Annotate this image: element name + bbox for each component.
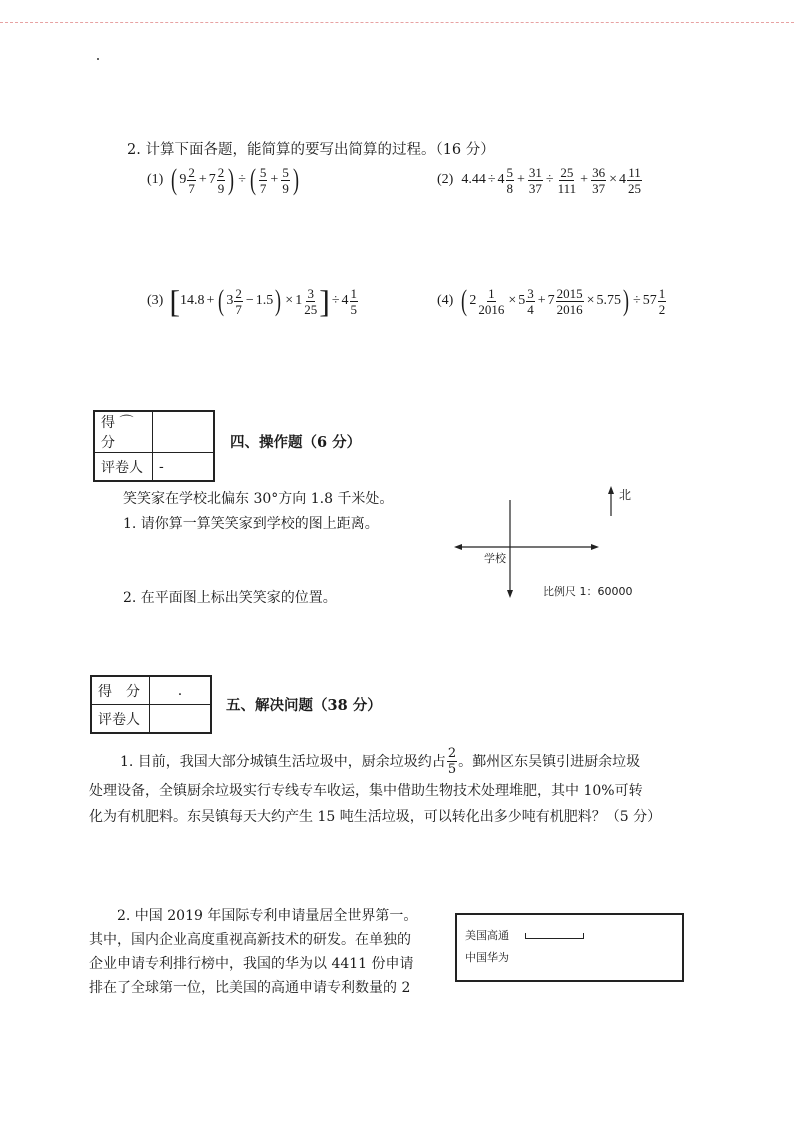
op-plus: + bbox=[198, 172, 207, 187]
section4-title: 四、操作题（6 分） bbox=[230, 434, 362, 451]
p3-frac-b: $\frac{2}{7}$ bbox=[235, 285, 242, 317]
p2-frac-f: $\frac{11}{25}$ bbox=[627, 164, 641, 196]
p3-whole-b: 3 bbox=[226, 293, 234, 308]
p3-a: 14.8 bbox=[179, 293, 205, 308]
scale-label: 比例尺 1：60000 bbox=[543, 585, 633, 598]
problem-1-label: (1) bbox=[147, 172, 164, 187]
score-box-section5 bbox=[90, 675, 212, 734]
p1-frac-a: $\frac{2}{7}$ bbox=[188, 164, 195, 196]
south-arrowhead bbox=[507, 590, 513, 598]
op-plus: + bbox=[537, 293, 546, 308]
problem-3-label: (3) bbox=[147, 293, 164, 308]
stray-mark bbox=[97, 58, 99, 60]
p2-frac-e: $\frac{36}{37}$ bbox=[592, 164, 606, 196]
op-plus: + bbox=[580, 172, 589, 187]
p2-whole-b: 4 bbox=[497, 172, 505, 187]
p3-frac-d: $\frac{3}{25}$ bbox=[304, 285, 318, 317]
section5-q2-line4: 排在了全球第一位，比美国的高通申请专利数量的 2 bbox=[89, 980, 411, 996]
score-value-field[interactable] bbox=[153, 411, 215, 453]
p4-whole-c: 7 bbox=[547, 293, 555, 308]
north-label: 北 bbox=[619, 488, 632, 502]
op-div: ÷ bbox=[545, 172, 554, 187]
p2-frac-d: $\frac{25}{111}$ bbox=[557, 164, 577, 196]
p1-frac-c: $\frac{5}{7}$ bbox=[259, 164, 267, 196]
grader-value-field[interactable] bbox=[150, 705, 212, 734]
bar-row-2-label: 中国华为 bbox=[465, 951, 509, 964]
grader-label: 评卷人 bbox=[94, 453, 153, 482]
p4-whole-b: 5 bbox=[518, 293, 526, 308]
patent-bar-box[interactable] bbox=[455, 913, 684, 982]
op-div: ÷ bbox=[487, 172, 496, 187]
p4-d: 5.75 bbox=[596, 293, 622, 308]
section5-q2-line3: 企业申请专利排行榜中，我国的华为以 4411 份申请 bbox=[89, 956, 414, 972]
section5-q2-line2: 其中，国内企业高度重视高新技术的研发。在单独的 bbox=[89, 932, 411, 948]
p1-frac-b: $\frac{2}{9}$ bbox=[217, 164, 225, 196]
problem-3: (3) [ 14.8 + ( 3 $\frac{2}{7}$ − 1.5 ) × 1 $\frac{3}{25}$ ] ÷ 4 $\frac{1}{5}$ bbox=[147, 283, 358, 319]
north-arrowhead bbox=[608, 486, 614, 494]
p2-a: 4.44 bbox=[461, 172, 486, 187]
p1-whole-b: 7 bbox=[208, 172, 216, 187]
bar-row-1-label: 美国高通 bbox=[465, 929, 509, 942]
problem-4: (4) ( 2 $\frac{1}{2016}$ × 5 $\frac{3}{4}$ + 7 $\frac{2015}{2016}$ × 5.75 ) ÷ 57 $\frac{1}{2}$ bbox=[437, 284, 666, 317]
section5-q1-line3: 化为有机肥料。东吴镇每天大约产生 15 吨生活垃圾，可以转化出多少吨有机肥料？（5 分） bbox=[89, 809, 662, 825]
p2-frac-b: $\frac{5}{8}$ bbox=[506, 164, 514, 196]
section5-q1-line2: 处理设备，全镇厨余垃圾实行专线专车收运，集中借助生物技术处理堆肥，其中 10%可转 bbox=[89, 783, 643, 799]
qualcomm-bar bbox=[525, 933, 584, 939]
problem-1: (1) ( 9 $\frac{2}{7}$ + 7 $\frac{2}{9}$ ) ÷ ( $\frac{5}{7}$ + $\frac{5}{9}$ ) bbox=[147, 163, 299, 196]
p3-frac-e: $\frac{1}{5}$ bbox=[350, 285, 358, 317]
p4-frac-a: $\frac{1}{2016}$ bbox=[478, 285, 505, 317]
p1-whole-a: 9 bbox=[179, 172, 187, 187]
score-label: 得 分 bbox=[91, 676, 150, 705]
op-div: ÷ bbox=[238, 172, 246, 187]
q1-fraction: $\frac{2}{5}$ bbox=[447, 745, 457, 777]
section4-intro: 笑笑家在学校北偏东 30°方向 1.8 千米处。 bbox=[123, 491, 394, 507]
section4-question-1: 1. 请你算一算笑笑家到学校的图上距离。 bbox=[123, 516, 379, 532]
op-plus: + bbox=[270, 172, 279, 187]
op-times: × bbox=[609, 172, 617, 187]
p4-frac-b: $\frac{3}{4}$ bbox=[527, 285, 534, 317]
p4-whole-a: 2 bbox=[469, 293, 477, 308]
p3-whole-d: 1 bbox=[295, 293, 303, 308]
p1-frac-d: $\frac{5}{9}$ bbox=[282, 164, 289, 196]
section5-q2-line1: 2. 中国 2019 年国际专利申请量居全世界第一。 bbox=[117, 908, 418, 924]
problem-2 bbox=[437, 160, 643, 200]
west-arrowhead bbox=[454, 544, 462, 550]
p4-frac-c: $\frac{2015}{2016}$ bbox=[556, 285, 583, 317]
p4-whole-e: 57 bbox=[642, 293, 657, 308]
east-arrowhead bbox=[591, 544, 599, 550]
p4-frac-e: $\frac{1}{2}$ bbox=[658, 285, 666, 317]
op-times: × bbox=[285, 293, 294, 308]
problem-4-label: (4) bbox=[437, 293, 454, 308]
op-minus: − bbox=[245, 293, 254, 308]
op-times: × bbox=[508, 293, 517, 308]
grader-value-field[interactable]: - bbox=[153, 453, 215, 482]
op-div: ÷ bbox=[331, 293, 340, 308]
p3-whole-e: 4 bbox=[341, 293, 349, 308]
page-top-border bbox=[0, 22, 794, 23]
op-plus: + bbox=[206, 293, 215, 308]
op-plus: + bbox=[517, 172, 525, 187]
grader-label: 评卷人 bbox=[91, 705, 150, 734]
score-box-section4 bbox=[93, 410, 215, 482]
section5-q1-line1 bbox=[120, 744, 640, 778]
q1-text-b: 。鄞州区东吴镇引进厨余垃圾 bbox=[458, 754, 641, 770]
op-div: ÷ bbox=[633, 293, 641, 308]
p2-frac-c: $\frac{31}{37}$ bbox=[528, 164, 542, 196]
score-label: 得 ⌒ 分 bbox=[94, 411, 153, 453]
op-times: × bbox=[586, 293, 595, 308]
school-label: 学校 bbox=[484, 552, 506, 565]
score-value-field[interactable]: . bbox=[150, 676, 212, 705]
p3-c: 1.5 bbox=[255, 293, 274, 308]
q2-title: 2. 计算下面各题，能简算的要写出简算的过程。（16 分） bbox=[127, 142, 495, 158]
q1-text-a: 1. 目前，我国大部分城镇生活垃圾中，厨余垃圾约占 bbox=[120, 754, 446, 770]
section4-question-2: 2. 在平面图上标出笑笑家的位置。 bbox=[123, 590, 337, 606]
section5-title: 五、解决问题（38 分） bbox=[226, 697, 382, 714]
p2-whole-f: 4 bbox=[618, 172, 626, 187]
problem-2-label: (2) bbox=[437, 172, 454, 187]
